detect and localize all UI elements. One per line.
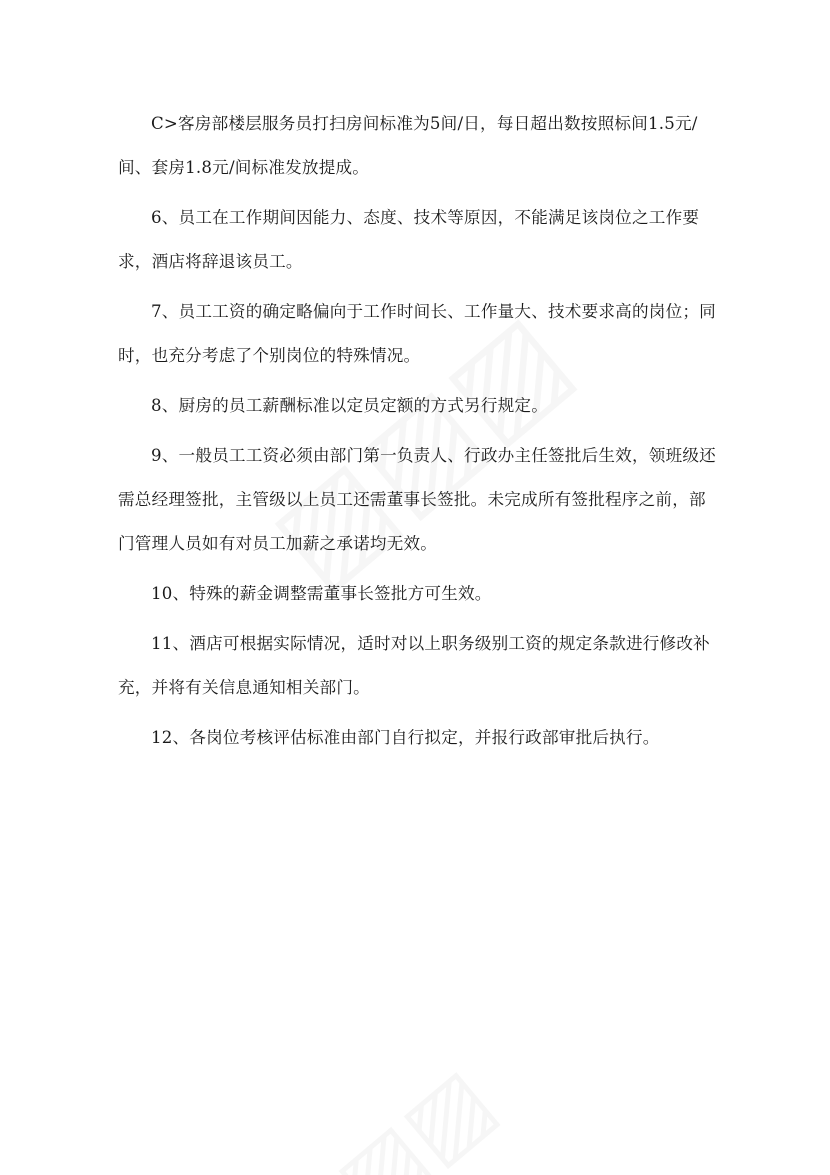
paragraph-6-dismissal: 6、员工在工作期间因能力、态度、技术等原因，不能满足该岗位之工作要求，酒店将辞退该员工。 (118, 208, 700, 271)
watermark (316, 1048, 514, 1175)
paragraph-9-approval-process: 9、一般员工工资必须由部门第一负责人、行政办主任签批后生效，领班级还需总经理签批，主管级以上员工还需董事长签批。未完成所有签批程序之前，部门管理人员如有对员工加薪之承诺均无效。 (118, 446, 716, 553)
paragraph-8-kitchen-pay: 8、厨房的员工薪酬标准以定员定额的方式另行规定。 (151, 396, 549, 415)
paragraph-10-special-adjustment: 10、特殊的薪金调整需董事长签批方可生效。 (151, 584, 492, 603)
paragraph-7-wage-determination: 7、员工工资的确定略偏向于工作时间长、工作量大、技术要求高的岗位；同时，也充分考虑了个别岗位的特殊情况。 (118, 302, 716, 365)
paragraph-11-revision: 11、酒店可根据实际情况，适时对以上职务级别工资的规定条款进行修改补充，并将有关信息通知相关部门。 (118, 634, 710, 697)
document-body (118, 102, 718, 766)
paragraph-room-cleaning-standard: C>客房部楼层服务员打扫房间标准为5间/日，每日超出数按照标间1.5元/间、套房1.8元/间标准发放提成。 (118, 114, 698, 177)
paragraph-12-assessment: 12、各岗位考核评估标准由部门自行拟定，并报行政部审批后执行。 (151, 728, 660, 747)
